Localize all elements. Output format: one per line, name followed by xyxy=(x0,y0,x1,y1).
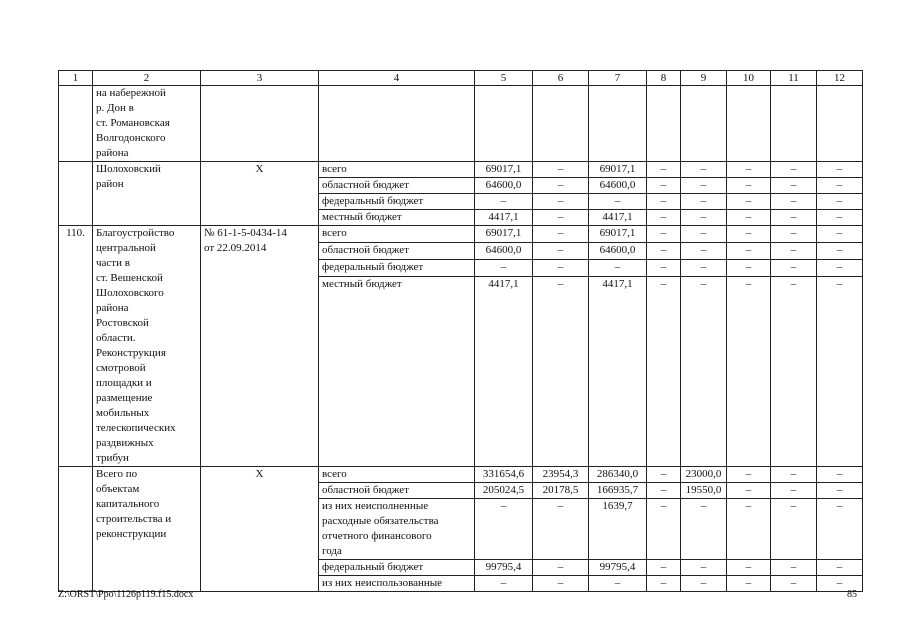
column-number-row xyxy=(59,71,863,86)
value-cell: – xyxy=(647,243,681,260)
value-cell: – xyxy=(771,243,817,260)
continuation-row xyxy=(59,86,863,162)
value-cell: – xyxy=(533,243,589,260)
value-cell: – xyxy=(727,194,771,210)
value-cell: – xyxy=(727,576,771,592)
value-cell: – xyxy=(589,194,647,210)
value-cell: 64600,0 xyxy=(475,178,533,194)
value-cell: – xyxy=(727,178,771,194)
value-cell: – xyxy=(771,467,817,483)
budget-label: всего xyxy=(319,226,475,243)
value-cell: – xyxy=(647,576,681,592)
budget-label: областной бюджет xyxy=(319,178,475,194)
value-cell: – xyxy=(817,467,863,483)
value-cell: – xyxy=(681,277,727,467)
value-cell: – xyxy=(681,162,727,178)
value-cell: 99795,4 xyxy=(589,560,647,576)
value-cell: – xyxy=(681,210,727,226)
value-cell: – xyxy=(727,277,771,467)
budget-label: федеральный бюджет xyxy=(319,194,475,210)
value-cell: – xyxy=(533,499,589,560)
value-cell: – xyxy=(727,467,771,483)
value-cell: – xyxy=(771,576,817,592)
value-cell: – xyxy=(647,226,681,243)
budget-table xyxy=(58,70,863,592)
budget-label: федеральный бюджет xyxy=(319,260,475,277)
value-cell: – xyxy=(817,560,863,576)
value-cell: – xyxy=(533,226,589,243)
col-5-number: 5 xyxy=(475,71,533,86)
value-cell: – xyxy=(647,483,681,499)
value-cell: – xyxy=(533,277,589,467)
table-row xyxy=(59,162,863,178)
value-cell: – xyxy=(727,243,771,260)
page-number: 85 xyxy=(847,589,857,600)
document-mark: Х xyxy=(201,162,319,226)
value-cell: 4417,1 xyxy=(589,277,647,467)
value-cell: – xyxy=(817,194,863,210)
value-cell: 166935,7 xyxy=(589,483,647,499)
value-cell: 23954,3 xyxy=(533,467,589,483)
budget-label: из них неисполненные расходные обязательства отчетного финансового года xyxy=(319,499,475,560)
value-cell: – xyxy=(771,226,817,243)
value-cell: 20178,5 xyxy=(533,483,589,499)
value-cell: 1639,7 xyxy=(589,499,647,560)
value-cell: – xyxy=(817,499,863,560)
value-cell: – xyxy=(533,560,589,576)
value-cell: 69017,1 xyxy=(589,226,647,243)
value-cell: – xyxy=(589,576,647,592)
budget-label: областной бюджет xyxy=(319,243,475,260)
value-cell: – xyxy=(727,260,771,277)
value-cell: – xyxy=(647,210,681,226)
table-row xyxy=(59,226,863,243)
col-9-number: 9 xyxy=(681,71,727,86)
document-mark: Х xyxy=(201,467,319,592)
value-cell: 4417,1 xyxy=(589,210,647,226)
document-reference: № 61-1-5-0434-14 от 22.09.2014 xyxy=(201,226,319,467)
value-cell: – xyxy=(681,243,727,260)
value-cell: – xyxy=(771,560,817,576)
value-cell: – xyxy=(647,260,681,277)
value-cell: – xyxy=(771,162,817,178)
value-cell: 4417,1 xyxy=(475,210,533,226)
value-cell: – xyxy=(589,260,647,277)
value-cell: 64600,0 xyxy=(589,178,647,194)
col-4-number: 4 xyxy=(319,71,475,86)
value-cell: – xyxy=(727,499,771,560)
object-name-continued: на набережной р. Дон в ст. Романовская Волгодонского района xyxy=(93,86,201,162)
value-cell: – xyxy=(771,483,817,499)
value-cell: – xyxy=(817,178,863,194)
value-cell: – xyxy=(727,560,771,576)
file-path-footer: Z:\ORST\Ppo\1126p119.f15.docx xyxy=(58,589,194,600)
value-cell: – xyxy=(475,499,533,560)
col-1-number: 1 xyxy=(59,71,93,86)
budget-label: из них неиспользованные xyxy=(319,576,475,592)
value-cell: – xyxy=(817,260,863,277)
value-cell: – xyxy=(771,178,817,194)
item-number: 110. xyxy=(59,226,93,467)
budget-label: федеральный бюджет xyxy=(319,560,475,576)
value-cell: – xyxy=(817,243,863,260)
value-cell: – xyxy=(727,162,771,178)
value-cell: – xyxy=(817,162,863,178)
value-cell: – xyxy=(817,226,863,243)
value-cell: – xyxy=(727,210,771,226)
value-cell: – xyxy=(681,260,727,277)
value-cell: 4417,1 xyxy=(475,277,533,467)
value-cell: – xyxy=(533,178,589,194)
value-cell: – xyxy=(475,194,533,210)
value-cell: – xyxy=(771,194,817,210)
value-cell: – xyxy=(817,576,863,592)
total-name: Всего по объектам капитального строительства и реконструкции xyxy=(93,467,201,592)
col-10-number: 10 xyxy=(727,71,771,86)
value-cell: – xyxy=(647,178,681,194)
value-cell: – xyxy=(681,576,727,592)
col-12-number: 12 xyxy=(817,71,863,86)
value-cell: 331654,6 xyxy=(475,467,533,483)
value-cell: – xyxy=(533,260,589,277)
budget-label: всего xyxy=(319,467,475,483)
table-row xyxy=(59,467,863,483)
value-cell: 64600,0 xyxy=(589,243,647,260)
value-cell: 69017,1 xyxy=(475,162,533,178)
value-cell: – xyxy=(681,178,727,194)
value-cell: – xyxy=(647,499,681,560)
district-name: Шолоховский район xyxy=(93,162,201,226)
value-cell: – xyxy=(727,483,771,499)
value-cell: – xyxy=(533,194,589,210)
value-cell: 19550,0 xyxy=(681,483,727,499)
value-cell: 286340,0 xyxy=(589,467,647,483)
value-cell: – xyxy=(727,226,771,243)
budget-label: областной бюджет xyxy=(319,483,475,499)
value-cell: – xyxy=(475,260,533,277)
col-7-number: 7 xyxy=(589,71,647,86)
col-6-number: 6 xyxy=(533,71,589,86)
object-name: Благоустройство центральной части в ст. Вешенской Шолоховского района Ростовской области. Реконструкция смотровой площадки и размещение мобильных телескопических раздвижных трибун xyxy=(93,226,201,467)
value-cell: – xyxy=(533,210,589,226)
value-cell: – xyxy=(681,226,727,243)
value-cell: 69017,1 xyxy=(475,226,533,243)
value-cell: 23000,0 xyxy=(681,467,727,483)
value-cell: – xyxy=(681,499,727,560)
budget-label: всего xyxy=(319,162,475,178)
value-cell: 69017,1 xyxy=(589,162,647,178)
value-cell: – xyxy=(771,277,817,467)
value-cell: – xyxy=(647,277,681,467)
budget-label: местный бюджет xyxy=(319,210,475,226)
value-cell: – xyxy=(817,277,863,467)
value-cell: – xyxy=(647,162,681,178)
value-cell: – xyxy=(771,210,817,226)
value-cell: 64600,0 xyxy=(475,243,533,260)
value-cell: – xyxy=(681,194,727,210)
value-cell: – xyxy=(533,162,589,178)
col-11-number: 11 xyxy=(771,71,817,86)
value-cell: – xyxy=(817,483,863,499)
budget-label: местный бюджет xyxy=(319,277,475,467)
value-cell: – xyxy=(771,260,817,277)
value-cell: – xyxy=(771,499,817,560)
value-cell: – xyxy=(647,467,681,483)
col-2-number: 2 xyxy=(93,71,201,86)
value-cell: – xyxy=(533,576,589,592)
col-3-number: 3 xyxy=(201,71,319,86)
value-cell: 205024,5 xyxy=(475,483,533,499)
value-cell: – xyxy=(647,560,681,576)
value-cell: – xyxy=(681,560,727,576)
value-cell: – xyxy=(475,576,533,592)
value-cell: – xyxy=(647,194,681,210)
col-8-number: 8 xyxy=(647,71,681,86)
value-cell: – xyxy=(817,210,863,226)
value-cell: 99795,4 xyxy=(475,560,533,576)
